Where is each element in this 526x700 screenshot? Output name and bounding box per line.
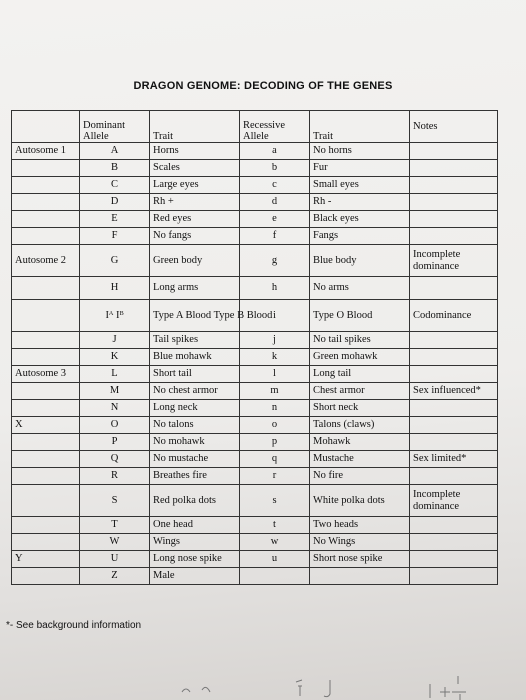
dominant-trait: No mustache xyxy=(150,451,240,468)
recessive-allele: c xyxy=(240,177,310,194)
table-row xyxy=(12,245,498,277)
notes-cell xyxy=(410,211,498,228)
table-row xyxy=(12,517,498,534)
dominant-trait: One head xyxy=(150,517,240,534)
recessive-allele: p xyxy=(240,434,310,451)
table-row xyxy=(12,300,498,332)
row-group-label xyxy=(12,300,80,332)
recessive-trait: Small eyes xyxy=(310,177,410,194)
row-group-label xyxy=(12,211,80,228)
dominant-trait: Long nose spike xyxy=(150,551,240,568)
recessive-allele: h xyxy=(240,277,310,300)
row-group-label xyxy=(12,160,80,177)
row-group-label xyxy=(12,451,80,468)
dominant-trait: Long neck xyxy=(150,400,240,417)
row-group-label xyxy=(12,277,80,300)
dominant-allele: D xyxy=(80,194,150,211)
notes-cell xyxy=(410,160,498,177)
recessive-trait: No horns xyxy=(310,143,410,160)
notes-cell xyxy=(410,434,498,451)
table-row xyxy=(12,143,498,160)
recessive-allele: f xyxy=(240,228,310,245)
dominant-trait: Blue mohawk xyxy=(150,349,240,366)
dominant-allele: B xyxy=(80,160,150,177)
row-group-label xyxy=(12,194,80,211)
dominant-trait: Green body xyxy=(150,245,240,277)
header-trait: Trait xyxy=(150,111,240,143)
dominant-trait: No mohawk xyxy=(150,434,240,451)
recessive-trait: Mohawk xyxy=(310,434,410,451)
row-group-label: X xyxy=(12,417,80,434)
table-row xyxy=(12,228,498,245)
notes-cell xyxy=(410,534,498,551)
recessive-trait xyxy=(310,568,410,585)
row-group-label xyxy=(12,349,80,366)
recessive-allele: a xyxy=(240,143,310,160)
notes-cell xyxy=(410,517,498,534)
dominant-trait: Scales xyxy=(150,160,240,177)
recessive-trait: Fur xyxy=(310,160,410,177)
table-row xyxy=(12,451,498,468)
dominant-trait: No talons xyxy=(150,417,240,434)
row-group-label xyxy=(12,400,80,417)
dominant-allele: A xyxy=(80,143,150,160)
recessive-allele: m xyxy=(240,383,310,400)
recessive-allele: s xyxy=(240,485,310,517)
dominant-trait: Type A Blood Type B Blood xyxy=(150,300,240,332)
gene-table xyxy=(11,110,498,585)
dominant-trait: No fangs xyxy=(150,228,240,245)
table-row xyxy=(12,366,498,383)
table-row xyxy=(12,485,498,517)
dominant-trait: Breathes fire xyxy=(150,468,240,485)
dominant-allele: N xyxy=(80,400,150,417)
recessive-trait: Short nose spike xyxy=(310,551,410,568)
dominant-allele: G xyxy=(80,245,150,277)
recessive-trait: White polka dots xyxy=(310,485,410,517)
notes-cell xyxy=(410,417,498,434)
notes-cell xyxy=(410,332,498,349)
notes-cell xyxy=(410,143,498,160)
notes-cell xyxy=(410,177,498,194)
table-row xyxy=(12,349,498,366)
dominant-trait: Wings xyxy=(150,534,240,551)
recessive-allele: u xyxy=(240,551,310,568)
recessive-trait: Fangs xyxy=(310,228,410,245)
recessive-trait: No arms xyxy=(310,277,410,300)
table-row xyxy=(12,434,498,451)
notes-cell xyxy=(410,366,498,383)
recessive-allele: l xyxy=(240,366,310,383)
table-row xyxy=(12,534,498,551)
recessive-allele: o xyxy=(240,417,310,434)
row-group-label xyxy=(12,177,80,194)
table-row xyxy=(12,417,498,434)
row-group-label: Autosome 1 xyxy=(12,143,80,160)
recessive-allele: t xyxy=(240,517,310,534)
row-group-label xyxy=(12,517,80,534)
header-recessive-trait: Trait xyxy=(310,111,410,143)
table-row xyxy=(12,332,498,349)
recessive-trait: Short neck xyxy=(310,400,410,417)
dominant-trait: Large eyes xyxy=(150,177,240,194)
dominant-allele: L xyxy=(80,366,150,383)
notes-cell xyxy=(410,400,498,417)
dominant-trait: Long arms xyxy=(150,277,240,300)
row-group-label: Autosome 3 xyxy=(12,366,80,383)
notes-cell: Sex influenced* xyxy=(410,383,498,400)
dominant-allele: K xyxy=(80,349,150,366)
recessive-allele: w xyxy=(240,534,310,551)
table-row xyxy=(12,400,498,417)
dominant-allele: Q xyxy=(80,451,150,468)
notes-cell xyxy=(410,568,498,585)
header-row xyxy=(12,111,498,143)
dominant-allele: M xyxy=(80,383,150,400)
dominant-allele: T xyxy=(80,517,150,534)
dominant-allele: R xyxy=(80,468,150,485)
notes-cell xyxy=(410,277,498,300)
recessive-trait: Mustache xyxy=(310,451,410,468)
notes-cell: Sex limited* xyxy=(410,451,498,468)
row-group-label xyxy=(12,434,80,451)
recessive-allele: r xyxy=(240,468,310,485)
notes-cell: Incomplete dominance xyxy=(410,485,498,517)
dominant-allele: W xyxy=(80,534,150,551)
dominant-allele: F xyxy=(80,228,150,245)
notes-cell: Incomplete dominance xyxy=(410,245,498,277)
row-group-label: Y xyxy=(12,551,80,568)
row-group-label xyxy=(12,383,80,400)
table-row xyxy=(12,277,498,300)
table-row xyxy=(12,211,498,228)
row-group-label xyxy=(12,534,80,551)
recessive-trait: No Wings xyxy=(310,534,410,551)
row-group-label xyxy=(12,332,80,349)
notes-cell xyxy=(410,349,498,366)
dominant-trait: Rh + xyxy=(150,194,240,211)
recessive-trait: Long tail xyxy=(310,366,410,383)
header-dominant-allele: Dominant Allele xyxy=(80,111,150,143)
recessive-trait: Rh - xyxy=(310,194,410,211)
recessive-trait: Type O Blood xyxy=(310,300,410,332)
recessive-trait: Two heads xyxy=(310,517,410,534)
recessive-trait: Black eyes xyxy=(310,211,410,228)
recessive-allele: q xyxy=(240,451,310,468)
dominant-trait: Male xyxy=(150,568,240,585)
recessive-trait: Blue body xyxy=(310,245,410,277)
dominant-allele: P xyxy=(80,434,150,451)
dominant-trait: Tail spikes xyxy=(150,332,240,349)
dominant-allele: Iᴬ Iᴮ xyxy=(80,300,150,332)
notes-cell xyxy=(410,551,498,568)
recessive-allele: j xyxy=(240,332,310,349)
dominant-trait: Horns xyxy=(150,143,240,160)
page-title: DRAGON GENOME: DECODING OF THE GENES xyxy=(133,80,393,92)
recessive-trait: No tail spikes xyxy=(310,332,410,349)
dominant-trait: No chest armor xyxy=(150,383,240,400)
recessive-allele: d xyxy=(240,194,310,211)
dominant-trait: Short tail xyxy=(150,366,240,383)
notes-cell xyxy=(410,194,498,211)
recessive-allele: e xyxy=(240,211,310,228)
recessive-allele: i xyxy=(240,300,310,332)
recessive-trait: Talons (claws) xyxy=(310,417,410,434)
row-group-label xyxy=(12,228,80,245)
notes-cell: Codominance xyxy=(410,300,498,332)
footnote: *- See background information xyxy=(6,620,142,631)
table-row xyxy=(12,383,498,400)
row-group-label xyxy=(12,485,80,517)
dominant-allele: O xyxy=(80,417,150,434)
recessive-allele: k xyxy=(240,349,310,366)
row-group-label xyxy=(12,468,80,485)
recessive-trait: Chest armor xyxy=(310,383,410,400)
recessive-trait: Green mohawk xyxy=(310,349,410,366)
row-group-label: Autosome 2 xyxy=(12,245,80,277)
table-row xyxy=(12,551,498,568)
table-row xyxy=(12,568,498,585)
pencil-scribbles xyxy=(0,640,526,700)
row-group-label xyxy=(12,568,80,585)
recessive-trait: No fire xyxy=(310,468,410,485)
dominant-trait: Red polka dots xyxy=(150,485,240,517)
dominant-allele: E xyxy=(80,211,150,228)
dominant-allele: U xyxy=(80,551,150,568)
table-row xyxy=(12,194,498,211)
header-group xyxy=(12,111,80,143)
recessive-allele: b xyxy=(240,160,310,177)
recessive-allele xyxy=(240,568,310,585)
dominant-trait: Red eyes xyxy=(150,211,240,228)
table-row xyxy=(12,160,498,177)
dominant-allele: Z xyxy=(80,568,150,585)
dominant-allele: H xyxy=(80,277,150,300)
header-notes: Notes xyxy=(410,111,498,143)
recessive-allele: g xyxy=(240,245,310,277)
header-recessive-allele: Recessive Allele xyxy=(240,111,310,143)
dominant-allele: J xyxy=(80,332,150,349)
table-row xyxy=(12,468,498,485)
dominant-allele: S xyxy=(80,485,150,517)
dominant-allele: C xyxy=(80,177,150,194)
notes-cell xyxy=(410,468,498,485)
table-row xyxy=(12,177,498,194)
recessive-allele: n xyxy=(240,400,310,417)
notes-cell xyxy=(410,228,498,245)
